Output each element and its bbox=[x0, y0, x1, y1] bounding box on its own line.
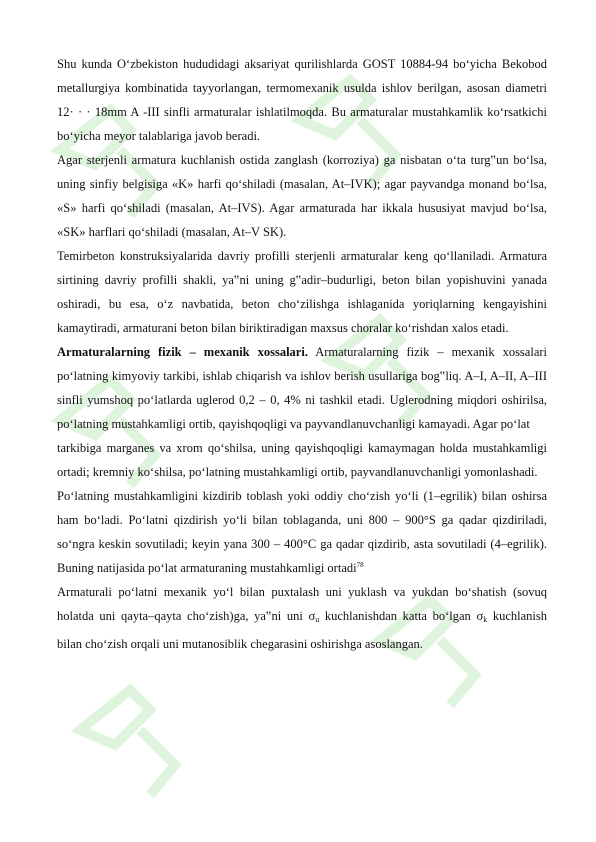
paragraph-6 bbox=[57, 484, 547, 580]
paragraph-3: Temirbeton konstruksiyalarida davriy profilli sterjenli armaturalar keng qo‘llaniladi. Armatura sirtining davriy profilli shakli, ya‟ni uning g‟adir–budurligi, beton bilan yopishuvini yanada oshiradi, bu esa, o‘z navbatida, beton cho‘zilishga ishlaganida yoriqlarning kengayishini kamaytiradi, armaturani beton bilan biriktiradigan maxsus choralar ko‘rishdan xalos etadi. bbox=[57, 249, 547, 335]
footnote-ref: 78 bbox=[356, 560, 364, 569]
paragraph-7 bbox=[57, 580, 547, 656]
paragraph-7-text-c: kuchlanish bilan cho‘zish orqali uni mutanosiblik chegarasini oshirishga asoslangan. bbox=[57, 609, 547, 651]
paragraph-4 bbox=[57, 340, 547, 436]
sigma-symbol-k: σ bbox=[476, 609, 484, 623]
paragraph-5: tarkibiga marganes va xrom qo‘shilsa, uning qayishqoqligi kamaymagan holda mustahkamligi ortadi; kremniy ko‘shilsa, po‘latning mustahkamligi ortib, payvandlanuvchanligi yomonlashadi. bbox=[57, 441, 547, 479]
document-body bbox=[57, 52, 547, 656]
section-heading: Armaturalarning fizik – mexanik xossalari. bbox=[57, 345, 308, 359]
paragraph-1: Shu kunda O‘zbekiston hududidagi aksariyat qurilishlarda GOST 10884-94 bo‘yicha Bekobod metallurgiya kombinatida tayyorlangan, termomexanik usulda ishlov berilgan, asosan diametri 12· · · 18mm A -III sinfli armaturalar ishlatilmoqda. Bu armaturalar mustahkamlik ko‘rsatkichi bo‘yicha meyor talablariga javob beradi. bbox=[57, 57, 547, 143]
sigma-subscript-u: u bbox=[315, 615, 320, 624]
sigma-symbol-u: σ bbox=[308, 609, 316, 623]
paragraph-4-text: Armaturalarning fizik – mexanik xossalari po‘latning kimyoviy tarkibi, ishlab chiqarish va ishlov berish usullariga bog‟liq. A–I, A–II, A–III sinfli yumshoq po‘latlarda uglerod 0,2 – 0, 4% ni tashkil etadi. Uglerodning miqdori oshirilsa, po‘latning mustahkamligi ortib, qayishqoqligi va payvandlanuvchanligi kamayadi. Agar po‘lat bbox=[57, 345, 548, 431]
paragraph-7-text-b: kuchlanishdan katta bo‘lgan bbox=[319, 609, 477, 623]
sigma-subscript-k: k bbox=[483, 615, 488, 624]
paragraph-7-text-a: Armaturali po‘latni mexanik yo‘l bilan puxtalash uni yuklash va yukdan bo‘shatish (sovuq holatda uni qayta–qayta cho‘zish)ga, ya‟ni uni bbox=[57, 585, 547, 623]
watermark-mark-bottom-left bbox=[80, 690, 175, 795]
paragraph-6-text: Po‘latning mustahkamligini kizdirib toblash yoki oddiy cho‘zish yo‘li (1–egrilik) bilan oshirsa ham bo‘ladi. Po‘latni qizdirish yo‘li bilan toblaganda, uni 800 – 900°S ga qadar qizdiriladi, so‘ngra keskin sovutiladi; keyin yana 300 – 400°C ga qadar qizdirib, asta sovutiladi (4–egrilik). Buning natijasida po‘lat armaturaning mustahkamligi ortadi bbox=[57, 489, 547, 575]
paragraph-2: Agar sterjenli armatura kuchlanish ostida zanglash (korroziya) ga nisbatan o‘ta turg‟un bo‘lsa, uning sinfiy belgisiga «K» harfi qo‘shiladi (masalan, At–IVK); agar payvandga monand bo‘lsa, «S» harfi qo‘shiladi (masalan, At–IVS). Agar armaturada har ikkala hususiyat mavjud bo‘lsa, «SK» harflari qo‘shiladi (masalan, At–V SK). bbox=[57, 153, 547, 239]
